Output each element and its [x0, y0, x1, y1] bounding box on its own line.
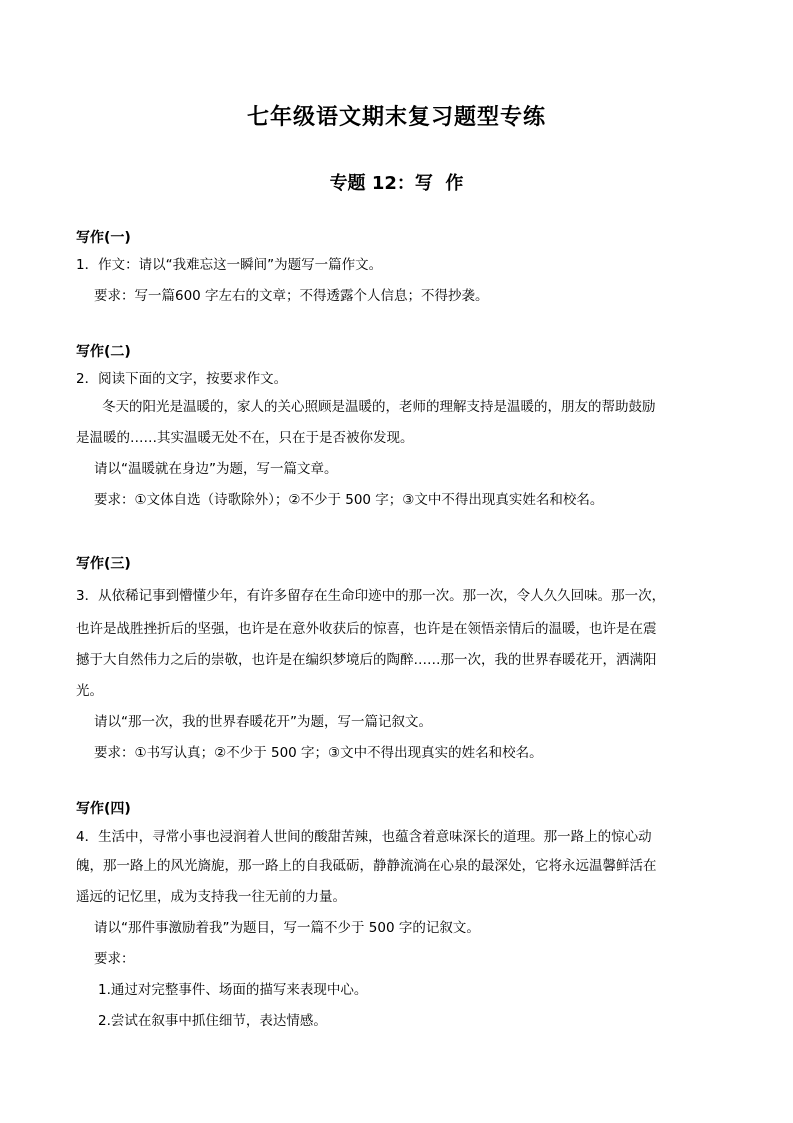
- section-heading: 写作(二): [76, 344, 131, 360]
- passage-line: 撼于大自然伟力之后的崇敬，也许是在编织梦境后的陶醉……那一次，我的世界春暖花开，洒满阳: [76, 652, 657, 668]
- requirement-line: 要求：①文体自选（诗歌除外）；②不少于 500 字；③文中不得出现真实姓名和校名。: [94, 492, 604, 508]
- prompt-line: 请以“那一次，我的世界春暖花开”为题，写一篇记叙文。: [94, 714, 432, 730]
- passage-line: 遥远的记忆里，成为支持我一往无前的力量。: [76, 889, 346, 905]
- prompt-line: 请以“那件事激励着我”为题目，写一篇不少于 500 字的记叙文。: [94, 920, 480, 936]
- question-line: 1．作文：请以“我难忘这一瞬间”为题写一篇作文。: [76, 257, 383, 273]
- passage-line: 是温暖的……其实温暖无处不在，只在于是否被你发现。: [76, 430, 414, 446]
- requirement-line: 要求：①书写认真；②不少于 500 字；③文中不得出现真实的姓名和校名。: [94, 745, 543, 761]
- question-line: 2．阅读下面的文字，按要求作文。: [76, 371, 288, 387]
- question-line: 4．生活中，寻常小事也浸润着人世间的酸甜苦辣，也蕴含着意味深长的道理。那一路上的惊心动: [76, 829, 652, 845]
- requirement-label: 要求：: [94, 951, 135, 967]
- passage-line: 冬天的阳光是温暖的，家人的关心照顾是温暖的，老师的理解支持是温暖的，朋友的帮助鼓励: [102, 399, 656, 415]
- section-heading: 写作(一): [76, 230, 131, 246]
- passage-line: 魄，那一路上的风光旖旎，那一路上的自我砥砺，静静流淌在心泉的最深处，它将永远温馨鲜活在: [76, 858, 657, 874]
- section-writing-4: [76, 797, 721, 1037]
- document-title: 七年级语文期末复习题型专练: [246, 105, 546, 130]
- requirement-item: 2.尝试在叙事中抓住细节，表达情感。: [98, 1013, 327, 1029]
- requirement-item: 1.通过对完整事件、场面的描写来表现中心。: [98, 982, 368, 998]
- question-line: 3．从依稀记事到懵懂少年，有许多留存在生命印迹中的那一次。那一次，令人久久回味。那一次，: [76, 588, 666, 604]
- section-heading: 写作(四): [76, 801, 131, 817]
- section-writing-2: [76, 340, 721, 516]
- document-subtitle: 专题 12：写 作: [329, 173, 464, 194]
- passage-line: 光。: [76, 683, 103, 699]
- section-writing-1: [76, 226, 721, 314]
- passage-line: 也许是战胜挫折后的坚强，也许是在意外收获后的惊喜，也许是在领悟亲情后的温暖，也许是在震: [76, 621, 657, 637]
- requirement-line: 要求：写一篇600 字左右的文章；不得透露个人信息；不得抄袭。: [94, 288, 489, 304]
- prompt-line: 请以“温暖就在身边”为题，写一篇文章。: [94, 461, 338, 477]
- section-heading: 写作(三): [76, 556, 131, 572]
- section-writing-3: [76, 552, 721, 769]
